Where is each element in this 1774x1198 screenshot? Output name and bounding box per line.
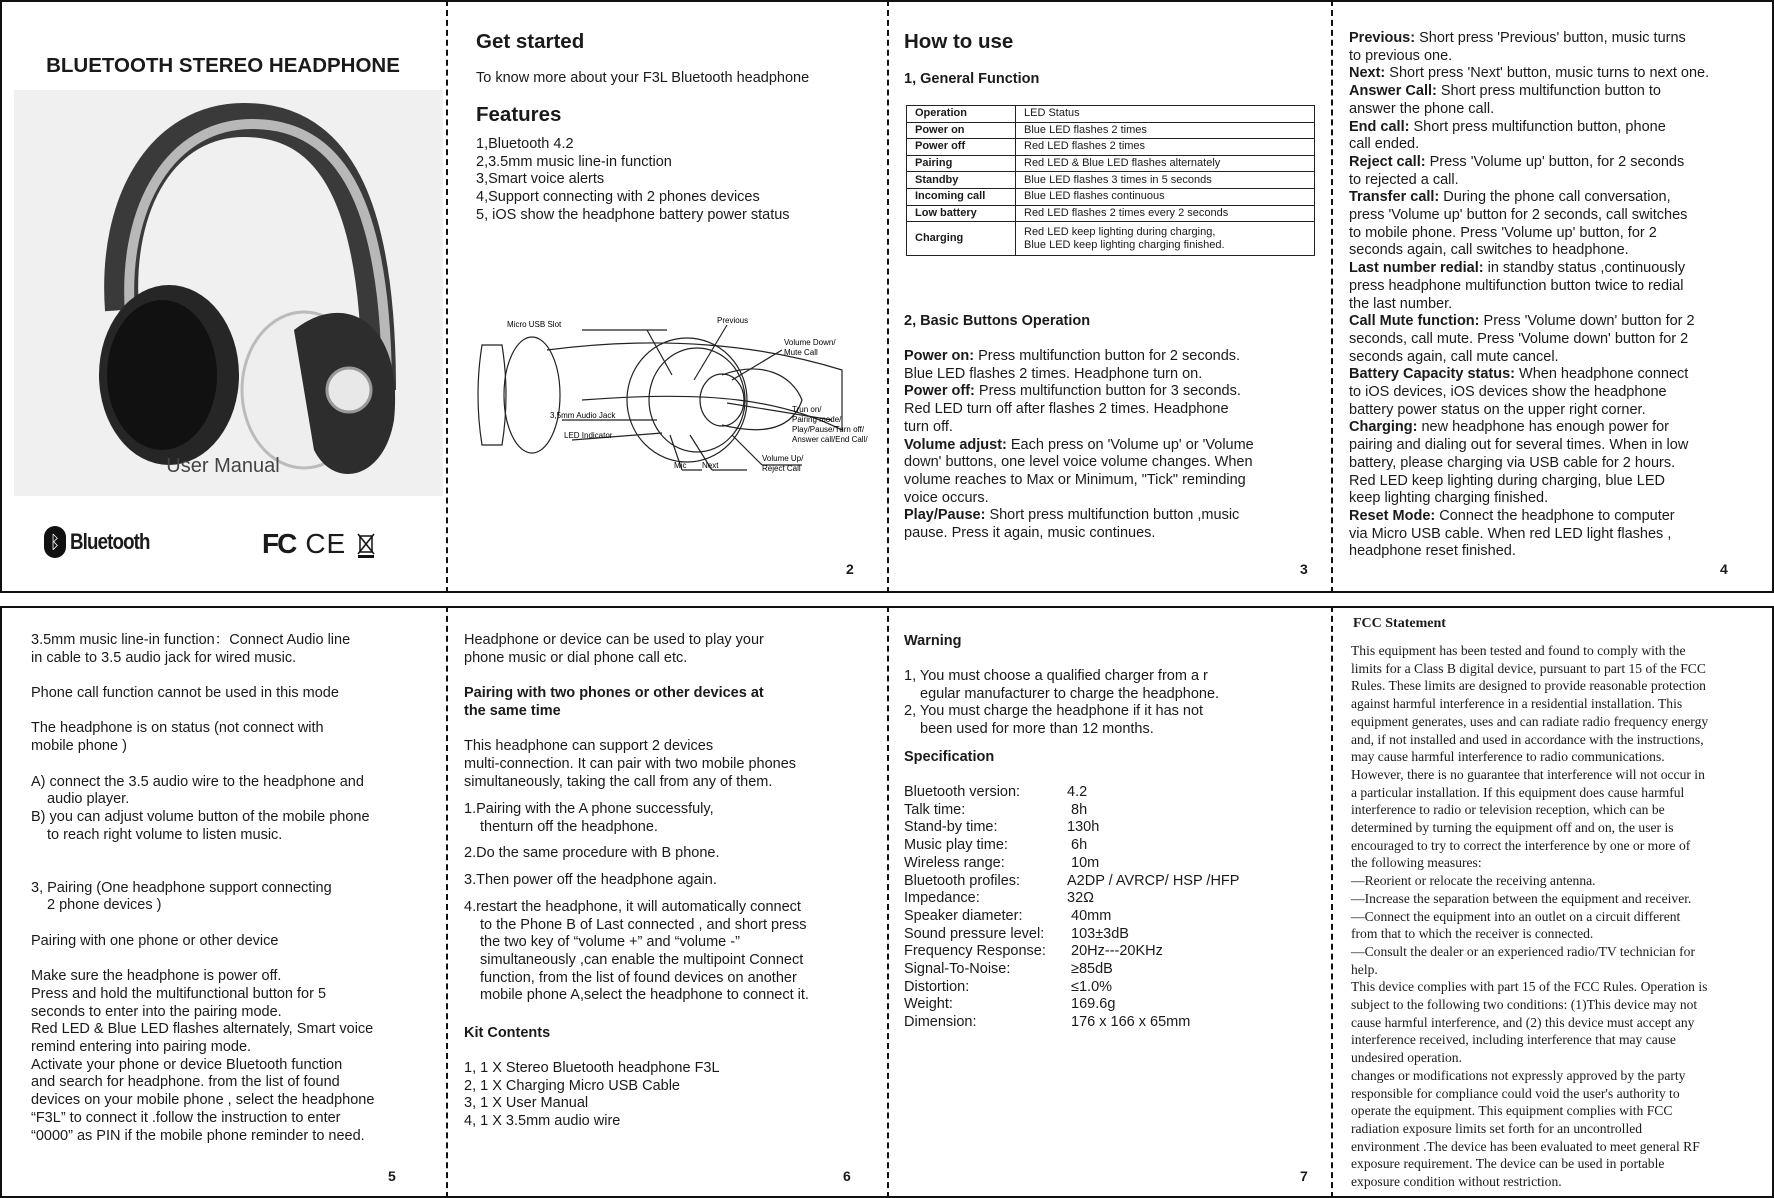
spec-label: Distortion: xyxy=(904,978,970,995)
text-line: equipment generates, uses and can radiate radio frequency energy xyxy=(1351,713,1709,729)
ce-logo: CE xyxy=(305,528,347,559)
multi-pairing-text xyxy=(464,632,796,791)
table-row xyxy=(907,188,1315,205)
fold-line xyxy=(887,0,889,593)
text-line: Red LED keep lighting during charging, blue LED xyxy=(1349,472,1665,489)
text-line: to iOS devices, iOS devices show the headphone xyxy=(1349,384,1667,401)
text-line: seconds again, call mute cancel. xyxy=(1349,348,1559,365)
text-line: Activate your phone or device Bluetooth function xyxy=(31,1056,343,1073)
text-line: radiation exposure limits set forth for an uncontrolled xyxy=(1351,1120,1643,1136)
text-line: press 'Volume up' button for 2 seconds, call switches xyxy=(1349,207,1688,224)
text-line: 3.5mm music line-in function：Connect Audio line xyxy=(31,632,351,648)
text-line: A) connect the 3.5 audio wire to the headphone and xyxy=(31,773,364,790)
text-line: audio player. xyxy=(47,791,130,808)
text-line: determined by turning the equipment off and on, the user is xyxy=(1351,820,1674,836)
text-line: —Increase the separation between the equipment and receiver. xyxy=(1351,890,1692,906)
table-row xyxy=(907,172,1315,189)
text-line-body: Press 'Volume up' button, for 2 seconds xyxy=(1425,153,1685,170)
text-line: Headphone or device can be used to play your xyxy=(464,632,764,648)
text-line xyxy=(904,348,1254,366)
text-line: remind entering into pairing mode. xyxy=(31,1039,252,1056)
text-line: operate the equipment. This equipment complies with FCC xyxy=(1351,1103,1673,1119)
text-line: thenturn off the headphone. xyxy=(480,818,658,835)
operation-cell: Low battery xyxy=(907,205,1016,222)
text-line: a particular installation. If this equipment does cause harmful xyxy=(1351,784,1685,800)
operation-cell: Standby xyxy=(907,172,1016,189)
table-row xyxy=(907,139,1315,156)
line-in-pairing-text xyxy=(31,632,374,1145)
text-line-body: Short press multifunction button, phone xyxy=(1409,118,1666,135)
spec-label: Bluetooth profiles: xyxy=(904,872,1021,889)
spec-value: 10m xyxy=(1067,854,1100,871)
text-line: been used for more than 12 months. xyxy=(920,721,1154,738)
blank-line xyxy=(31,951,374,969)
spec-label: Frequency Response: xyxy=(904,943,1046,960)
text-line: 2 phone devices ) xyxy=(47,897,162,914)
page-number: 4 xyxy=(1720,561,1728,577)
operation-cell: Charging xyxy=(907,222,1016,256)
text-line: press headphone multifunction button twice to redial xyxy=(1349,277,1684,294)
warning-heading: Warning xyxy=(904,633,962,649)
text-line: 4,Support connecting with 2 phones devices xyxy=(476,189,760,206)
text-line: interference to radio or television reception, which can be xyxy=(1351,802,1665,818)
text-line-label: Previous: xyxy=(1349,30,1416,46)
led-status-cell: Blue LED flashes continuous xyxy=(1016,188,1315,205)
text-line: This equipment has been tested and found to comply with the xyxy=(1351,643,1686,658)
spec-label: Impedance: xyxy=(904,890,980,907)
fold-line xyxy=(446,0,448,593)
text-line: —Consult the dealer or an experienced radio/TV technician for xyxy=(1351,943,1695,959)
text-line xyxy=(1349,366,1709,384)
bluetooth-logo xyxy=(44,526,164,558)
text-line xyxy=(464,703,796,721)
led-status-cell: Red LED keep lighting during charging, Blue LED keep lighting charging finished. xyxy=(1016,222,1315,256)
led-status-cell: Blue LED flashes 3 times in 5 seconds xyxy=(1016,172,1315,189)
certification-logos xyxy=(262,528,376,560)
text-line-label: Volume adjust: xyxy=(904,436,1007,453)
text-line: phone music or dial phone call etc. xyxy=(464,649,688,666)
text-line-body: Short press 'Next' button, music turns to next one. xyxy=(1385,65,1710,82)
label-volume-up: Volume Up/ xyxy=(762,454,804,463)
label-multifunction-1: Trun on/ xyxy=(792,405,822,414)
text-line xyxy=(464,685,796,703)
spec-value: 169.6g xyxy=(1067,996,1116,1013)
text-line: seconds, call mute. Press 'Volume down' button for 2 xyxy=(1349,330,1689,347)
text-line: exposure requirement. The device can be used in portable xyxy=(1351,1156,1665,1172)
text-line: mobile phone A,select the headphone to connect it. xyxy=(480,987,809,1004)
text-line xyxy=(1349,30,1709,48)
warning-list xyxy=(904,668,1219,739)
intro-text: To know more about your F3L Bluetooth headphone xyxy=(476,70,810,86)
led-status-cell: Red LED flashes 2 times every 2 seconds xyxy=(1016,205,1315,222)
text-line-label: the same time xyxy=(464,702,561,719)
label-multifunction-2: Pairing mode/ xyxy=(792,415,842,424)
text-line: changes or modifications not expressly approved by the party xyxy=(1351,1067,1686,1083)
operation-cell: Incoming call xyxy=(907,188,1016,205)
basic-buttons-text xyxy=(904,348,1254,543)
text-line-label: Transfer call: xyxy=(1349,189,1440,206)
text-line: interference received, including interference that may cause xyxy=(1351,1032,1676,1048)
text-line: to mobile phone. Press 'Volume up' button, for 2 xyxy=(1349,224,1657,241)
text-line xyxy=(1349,83,1709,101)
text-line: keep lighting charging finished. xyxy=(1349,490,1549,507)
text-line: subject to the following two conditions: (1)This device may not xyxy=(1351,997,1698,1013)
text-line: “0000” as PIN if the mobile phone reminder to need. xyxy=(31,1127,365,1144)
pairing-steps xyxy=(464,801,809,1014)
text-line: 2, You must charge the headphone if it has not xyxy=(904,703,1204,720)
text-line: volume reaches to Max or Minimum, "Tick" reminding xyxy=(904,471,1246,488)
text-line: This device complies with part 15 of the FCC Rules. Operation is xyxy=(1351,979,1708,995)
text-line: 5, iOS show the headphone battery power status xyxy=(476,206,790,223)
text-line: to previous one. xyxy=(1349,47,1453,64)
list-item xyxy=(464,845,809,863)
text-line-body: Press multifunction button for 3 seconds. xyxy=(974,383,1241,400)
text-line-label: Last number redial: xyxy=(1349,260,1484,277)
text-line: —Connect the equipment into an outlet on a circuit different xyxy=(1351,908,1681,924)
text-line: limits for a Class B digital device, pursuant to part 15 of the FCC xyxy=(1351,660,1706,676)
text-line: responsible for compliance could void the user's authority to xyxy=(1351,1085,1680,1101)
led-status-cell: LED Status xyxy=(1016,106,1315,123)
text-line: via Micro USB cable. When red LED light flashes , xyxy=(1349,525,1672,542)
headphone-image xyxy=(14,90,443,496)
spec-value: 8h xyxy=(1067,801,1088,818)
text-line-label: Reset Mode: xyxy=(1349,507,1436,524)
text-line xyxy=(1349,65,1709,83)
text-line: undesired operation. xyxy=(1351,1050,1462,1066)
features-heading: Features xyxy=(476,103,562,126)
blank-line xyxy=(31,862,374,880)
fcc-statement-title: FCC Statement xyxy=(1353,616,1446,631)
text-line xyxy=(1349,154,1709,172)
text-line: However, there is no guarantee that interference will not occur in xyxy=(1351,766,1705,782)
text-line xyxy=(1349,508,1709,526)
spec-label: Talk time: xyxy=(904,801,966,818)
operation-cell: Power off xyxy=(907,139,1016,156)
fcc-statement-text xyxy=(1351,642,1708,1191)
get-started-heading: Get started xyxy=(476,30,585,53)
features-list xyxy=(476,136,790,225)
operation-cell: Pairing xyxy=(907,155,1016,172)
text-line: function, from the list of found devices on another xyxy=(480,969,797,986)
spec-value: 130h xyxy=(1067,819,1100,836)
operation-cell: Operation xyxy=(907,106,1016,123)
text-line: This headphone can support 2 devices xyxy=(464,738,714,755)
text-line-body: Press 'Volume down' button for 2 xyxy=(1479,313,1695,330)
blank-line xyxy=(31,756,374,774)
kit-contents-list xyxy=(464,1060,720,1131)
text-line-label: Play/Pause: xyxy=(904,507,986,524)
text-line-label: Answer Call: xyxy=(1349,83,1437,100)
text-line: 3,Smart voice alerts xyxy=(476,171,605,188)
text-line xyxy=(1349,260,1709,278)
fold-line xyxy=(1331,606,1333,1198)
text-line: answer the phone call. xyxy=(1349,100,1495,117)
label-audio-jack: 3,5mm Audio Jack xyxy=(550,411,616,420)
text-line-body: new headphone has enough power for xyxy=(1417,419,1669,436)
text-line: Rules. These limits are designed to provide reasonable protection xyxy=(1351,678,1706,694)
spec-value: A2DP / AVRCP/ HSP /HFP xyxy=(1067,872,1240,889)
spec-value: ≤1.0% xyxy=(1067,978,1113,995)
text-line-label: Battery Capacity status: xyxy=(1349,366,1515,383)
text-line: against harmful interference in a residential installation. This xyxy=(1351,696,1683,712)
text-line-label: Call Mute function: xyxy=(1349,313,1480,330)
button-diagram xyxy=(462,305,872,480)
text-line: 4.restart the headphone, it will automatically connect xyxy=(464,898,801,915)
text-line: headphone reset finished. xyxy=(1349,543,1516,560)
text-line: turn off. xyxy=(904,418,953,435)
spec-value: 40mm xyxy=(1067,907,1112,924)
text-line: 2.Do the same procedure with B phone. xyxy=(464,845,720,862)
page-number: 5 xyxy=(388,1168,396,1184)
specification-heading: Specification xyxy=(904,749,995,765)
text-line xyxy=(904,437,1254,455)
page-number: 3 xyxy=(1300,561,1308,577)
how-to-use-heading: How to use xyxy=(904,30,1014,53)
text-line: multi-connection. It can pair with two mobile phones xyxy=(464,755,797,772)
text-line: 1, 1 X Stereo Bluetooth headphone F3L xyxy=(464,1060,720,1076)
text-line-body: During the phone call conversation, xyxy=(1439,189,1671,206)
text-line-body: Short press 'Previous' button, music turns xyxy=(1415,30,1686,46)
label-multifunction-4: Answer call/End Call/ xyxy=(792,435,868,444)
text-line: the two key of “volume +” and “volume -” xyxy=(480,934,740,951)
text-line-label: Power on: xyxy=(904,348,975,364)
text-line: seconds again, call switches to headphone. xyxy=(1349,242,1629,259)
spec-label: Sound pressure level: xyxy=(904,925,1045,942)
spec-value: ≥85dB xyxy=(1067,961,1113,978)
spec-value: 4.2 xyxy=(1067,784,1088,800)
text-line-body: in standby status ,continuously xyxy=(1483,260,1686,277)
spec-value: 176 x 166 x 65mm xyxy=(1067,1014,1191,1031)
text-line: pairing and dialing out for several times. When in low xyxy=(1349,437,1689,454)
text-line-body: Short press multifunction button ,music xyxy=(985,507,1240,524)
label-volume-down: Volume Down/ xyxy=(784,338,836,347)
text-line: 1,Bluetooth 4.2 xyxy=(476,136,574,152)
specification-table xyxy=(904,784,1239,1032)
table-row xyxy=(907,155,1315,172)
cover-title: BLUETOOTH STEREO HEADPHONE xyxy=(46,54,400,77)
text-line: voice occurs. xyxy=(904,489,989,506)
spec-label: Speaker diameter: xyxy=(904,907,1023,924)
led-status-cell: Red LED & Blue LED flashes alternately xyxy=(1016,155,1315,172)
text-line: to the Phone B of Last connected , and short press xyxy=(480,916,807,933)
text-line: Phone call function cannot be used in this mode xyxy=(31,685,339,702)
text-line: 3, Pairing (One headphone support connecting xyxy=(31,879,332,896)
text-line: simultaneously, taking the call from any of them. xyxy=(464,773,773,790)
spec-label: Music play time: xyxy=(904,837,1008,854)
fcc-logo: FC xyxy=(262,528,296,559)
text-line: to reach right volume to listen music. xyxy=(47,826,283,843)
text-line: exposure condition without restriction. xyxy=(1351,1174,1562,1190)
text-line-label: Pairing with two phones or other devices at xyxy=(464,685,764,702)
text-line: “F3L” to connect it .follow the instruction to enter xyxy=(31,1109,341,1126)
bluetooth-logo-text: Bluetooth xyxy=(70,529,150,554)
label-mute-call: Mute Call xyxy=(784,348,818,357)
text-line: Press and hold the multifunctional button for 5 xyxy=(31,985,327,1002)
text-line: down' buttons, one level voice volume changes. When xyxy=(904,454,1253,471)
text-line: 3.Then power off the headphone again. xyxy=(464,872,717,889)
label-led-indicator: LED Indicator xyxy=(564,431,613,440)
text-line xyxy=(904,507,1254,525)
table-row xyxy=(907,122,1315,139)
text-line-body: Short press multifunction button to xyxy=(1436,83,1661,100)
fold-line xyxy=(1331,0,1333,593)
text-line: 3, 1 X User Manual xyxy=(464,1095,589,1112)
bluetooth-icon: ᛒ xyxy=(44,526,66,558)
text-line: mobile phone ) xyxy=(31,738,127,755)
general-function-heading: 1, General Function xyxy=(904,71,1040,87)
led-status-table xyxy=(906,105,1315,256)
text-line: the last number. xyxy=(1349,295,1453,312)
text-line: Pairing with one phone or other device xyxy=(31,932,279,949)
text-line-label: End call: xyxy=(1349,118,1410,135)
text-line xyxy=(1349,313,1709,331)
blank-line xyxy=(31,915,374,933)
text-line: and, if not installed and used in accordance with the instructions, xyxy=(1351,731,1704,747)
spec-label: Signal-To-Noise: xyxy=(904,961,1011,978)
text-line: from that to which the receiver is connected. xyxy=(1351,926,1594,942)
text-line: devices on your mobile phone , select the headphone xyxy=(31,1092,375,1109)
weee-bin-icon xyxy=(356,530,376,558)
text-line: 2, 1 X Charging Micro USB Cable xyxy=(464,1077,680,1094)
text-line-label: Next: xyxy=(1349,65,1386,82)
text-line: environment .The device has been evaluated to meet general RF xyxy=(1351,1138,1700,1154)
text-line: and search for headphone. from the list of found xyxy=(31,1074,340,1091)
led-status-cell: Blue LED flashes 2 times xyxy=(1016,122,1315,139)
text-line: Blue LED flashes 2 times. Headphone turn on. xyxy=(904,365,1203,382)
spec-value: 32Ω xyxy=(1067,890,1094,907)
text-line: battery power status on the upper right corner. xyxy=(1349,401,1646,418)
text-line: may cause harmful interference to radio communications. xyxy=(1351,749,1665,765)
blank-line xyxy=(464,721,796,739)
list-item xyxy=(464,801,809,836)
text-line: Make sure the headphone is power off. xyxy=(31,968,282,985)
blank-line xyxy=(31,667,374,685)
led-status-cell: Red LED flashes 2 times xyxy=(1016,139,1315,156)
label-mic: Mic xyxy=(674,461,687,470)
text-line: 2,3.5mm music line-in function xyxy=(476,153,672,170)
text-line: B) you can adjust volume button of the mobile phone xyxy=(31,808,370,825)
list-item xyxy=(464,872,809,890)
spec-label: Wireless range: xyxy=(904,854,1005,871)
cover-subtitle: User Manual xyxy=(166,455,280,477)
text-line: the following measures: xyxy=(1351,855,1482,871)
text-line: encouraged to try to correct the interference by one or more of xyxy=(1351,837,1691,853)
kit-contents-heading: Kit Contents xyxy=(464,1025,551,1041)
label-multifunction-3: Play/Pause/Turn off/ xyxy=(792,425,865,434)
page-number: 6 xyxy=(843,1168,851,1184)
spec-label: Dimension: xyxy=(904,1014,977,1031)
operation-cell: Power on xyxy=(907,122,1016,139)
text-line: to rejected a call. xyxy=(1349,171,1459,188)
text-line-body: Press multifunction button for 2 seconds. xyxy=(974,348,1241,364)
list-item xyxy=(464,899,809,1005)
text-line: 1.Pairing with the A phone successfuly, xyxy=(464,801,714,817)
page-number: 7 xyxy=(1300,1168,1308,1184)
spec-label: Stand-by time: xyxy=(904,819,998,836)
label-micro-usb: Micro USB Slot xyxy=(507,320,562,329)
text-line: Red LED & Blue LED flashes alternately, Smart voice xyxy=(31,1021,374,1038)
spec-value: 6h xyxy=(1067,837,1088,854)
text-line: The headphone is on status (not connect with xyxy=(31,720,324,737)
page-number: 2 xyxy=(846,561,854,577)
text-line: Red LED turn off after flashes 2 times. Headphone xyxy=(904,401,1229,418)
text-line: pause. Press it again, music continues. xyxy=(904,525,1156,542)
text-line-body: When headphone connect xyxy=(1515,366,1689,383)
text-line: 1, You must choose a qualified charger from a r xyxy=(904,668,1208,684)
text-line xyxy=(1349,119,1709,137)
blank-line xyxy=(31,844,374,862)
text-line: 4, 1 X 3.5mm audio wire xyxy=(464,1113,621,1130)
text-line: simultaneously ,can enable the multipoint Connect xyxy=(480,951,804,968)
text-line xyxy=(904,383,1254,401)
fold-line xyxy=(887,606,889,1198)
text-line-label: Reject call: xyxy=(1349,153,1426,170)
text-line-label: Power off: xyxy=(904,383,975,400)
blank-line xyxy=(31,703,374,721)
label-reject-call: Reject Call xyxy=(762,464,801,473)
text-line-body: Each press on 'Volume up' or 'Volume xyxy=(1006,436,1254,453)
spec-value: 20Hz---20KHz xyxy=(1067,943,1163,960)
text-line: cause harmful interference, and (2) this device must accept any xyxy=(1351,1014,1695,1030)
text-line-body: Connect the headphone to computer xyxy=(1435,507,1675,524)
spec-label: Bluetooth version: xyxy=(904,784,1021,800)
text-line-label: Charging: xyxy=(1349,419,1418,436)
label-next: Next xyxy=(702,461,719,470)
text-line: —Reorient or relocate the receiving antenna. xyxy=(1351,873,1596,889)
spec-label: Weight: xyxy=(904,996,953,1013)
blank-line xyxy=(464,667,796,685)
table-row xyxy=(907,106,1315,123)
text-line: battery, please charging via USB cable for 2 hours. xyxy=(1349,454,1676,471)
basic-buttons-heading: 2, Basic Buttons Operation xyxy=(904,313,1091,329)
spec-value: 103±3dB xyxy=(1067,925,1129,942)
text-line xyxy=(1349,419,1709,437)
text-line: seconds to enter into the pairing mode. xyxy=(31,1003,282,1020)
button-functions-text xyxy=(1349,30,1709,561)
table-row xyxy=(907,205,1315,222)
text-line: egular manufacturer to charge the headphone. xyxy=(920,685,1220,702)
table-row xyxy=(907,222,1315,256)
text-line: in cable to 3.5 audio jack for wired music. xyxy=(31,649,297,666)
label-previous: Previous xyxy=(717,316,749,325)
text-line: call ended. xyxy=(1349,136,1420,153)
text-line: help. xyxy=(1351,961,1378,977)
fold-line xyxy=(446,606,448,1198)
text-line xyxy=(1349,189,1709,207)
